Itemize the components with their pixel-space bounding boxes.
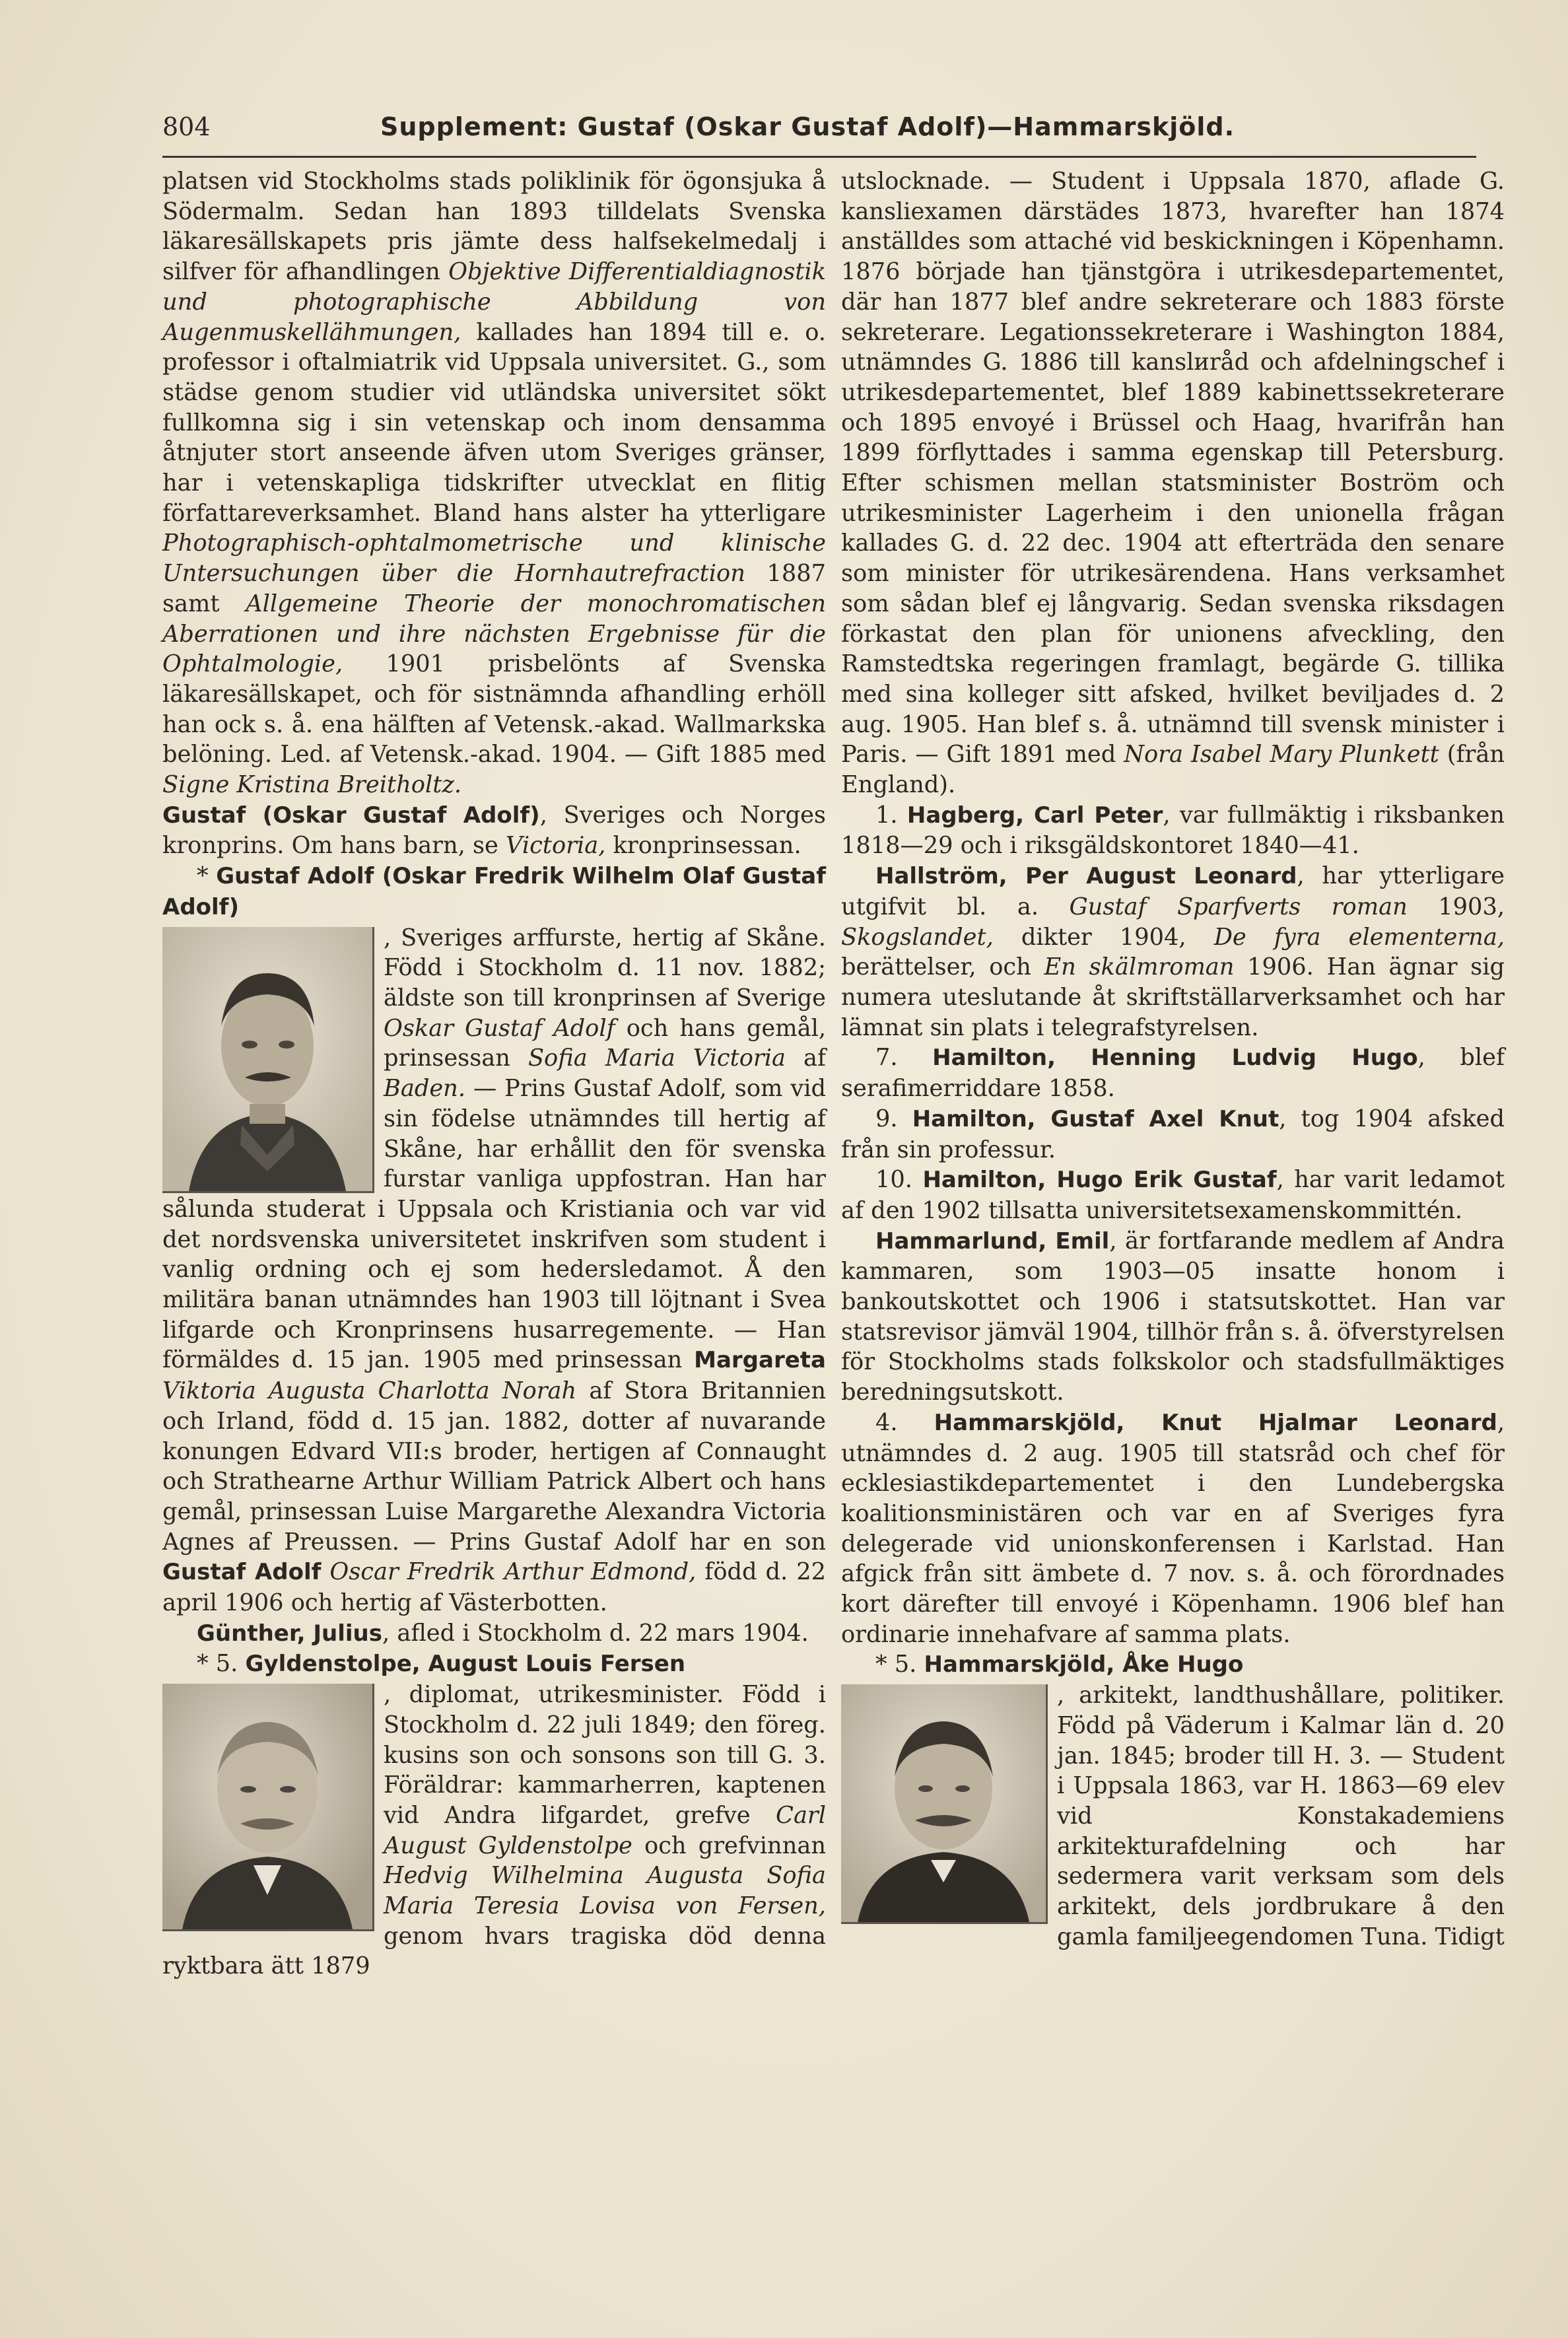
running-head: Supplement: Gustaf (Oskar Gustaf Adolf)—Hammarskjöld.	[380, 112, 1235, 141]
entry-continued: platsen vid Stockholms stads poliklinik för ögonsjuka å Södermalm. Sedan han 1893 tilldelats Svenska läkaresällskapets pris jämte dess halfsekelmedalj i silfver för afhandlingen Objektive Differentialdiagnostik und photographische Abbildung von Augenmuskellähmungen, kallades han 1894 till e. o. professor i oftalmiatrik vid Uppsala universitet. G., som städse genom studier vid utländska universitet sökt fullkomna sig i sin vetenskap och inom densamma åtnjuter stort anseende äfven utom Sveriges gränser, har i vetenskapliga tidskrifter utvecklat en flitig författareverksamhet. Bland hans alster ha ytterligare Photographisch-ophtalmometrische und klinische Untersuchungen über die Hornhautrefraction 1887 samt Allgemeine Theorie der monochromatischen Aberrationen und ihre nächsten Ergebnisse für die Ophtalmologie, 1901 prisbelönts af Svenska läkaresällskapet, och för sistnämnda afhandling erhöll han ock s. å. ena hälften af Vetensk.-akad. Wallmarkska belöning. Led. af Vetensk.-akad. 1904. — Gift 1885 med Signe Kristina Breitholtz.	[162, 168, 826, 799]
headword: Hamilton, Hugo Erik Gustaf	[922, 1167, 1277, 1194]
headword: Gustaf (Oskar Gustaf Adolf)	[162, 802, 540, 829]
entry-hammarskjold-ake: * 5. Hammarskjöld, Åke Hugo	[875, 1651, 1244, 1678]
headword: Gustaf Adolf (Oskar Fredrik Wilhelm Olaf Gustaf Adolf)	[162, 863, 827, 920]
entry-hagberg: 1. Hagberg, Carl Peter, var fullmäktig i riksbanken 1818—29 och i riksgäldskontoret 1840—41.	[841, 801, 1505, 860]
portrait-hammarskjold-ake	[841, 1684, 1048, 1924]
entry-gustaf-adolf-body: , Sveriges arffurste, hertig af Skåne. Född i Stockholm d. 11 nov. 1882; äldste son till kronprinsen af Sverige Oskar Gustaf Adolf och hans gemål, prinsessan Sofia Maria Victoria af Baden. — Prins Gustaf Adolf, som vid sin födelse utnämndes till hertig af Skåne, har erhållit den för svenska furstar vanliga uppfostran. Han har sålunda studerat i Uppsala och Kristiania och var vid det nordsvenska universitetet inskrifven som student i vanlig ordning och ej som hedersledamot. Å den militära banan utnämndes han 1903 till löjtnant i Svea lifgarde och Kronprinsens husarregemente. — Han förmäldes d. 15 jan. 1905 med prinsessan Margareta Viktoria Augusta Charlotta Norah af Stora Britannien och Irland, född d. 15 jan. 1882, dotter af nuvarande konungen Edvard VII:s broder, hertigen af Connaught och Strathearne Arthur William Patrick Albert och hans gemål, prinsessan Luise Margarethe Alexandra Victoria Agnes af Preussen. — Prins Gustaf Adolf har en son Gustaf Adolf Oscar Fredrik Arthur Edmond, född d. 22 april 1906 och hertig af Västerbotten.	[162, 924, 827, 1617]
entry-hamilton-hugo: 10. Hamilton, Hugo Erik Gustaf, har varit ledamot af den 1902 tillsatta universitetsexamenskommittén.	[841, 1166, 1505, 1224]
entry-hamilton-henning: 7. Hamilton, Henning Ludvig Hugo, blef serafimerriddare 1858.	[841, 1044, 1505, 1103]
left-column	[162, 166, 826, 1981]
entry-hamilton-gustaf: 9. Hamilton, Gustaf Axel Knut, tog 1904 afsked från sin professur.	[841, 1105, 1505, 1163]
headword: Hammarskjöld, Åke Hugo	[924, 1651, 1244, 1678]
right-column	[841, 166, 1505, 1952]
headword: Hammarlund, Emil	[875, 1227, 1110, 1255]
entry-gustaf-adolf: * Gustaf Adolf (Oskar Fredrik Wilhelm Olaf Gustaf Adolf)	[162, 862, 827, 920]
entry-hammarlund: Hammarlund, Emil, är fortfarande medlem af Andra kammaren, som 1903—05 insatte honom i bankoutskottet och 1906 i statsutskottet. Han var statsrevisor jämväl 1904, tillhör från s. å. öfverstyrelsen för Stockholms stads folkskolor och stadsfullmäktiges beredningsutskott.	[841, 1227, 1505, 1406]
entry-hammarskjold-knut: 4. Hammarskjöld, Knut Hjalmar Leonard, utnämndes d. 2 aug. 1905 till statsråd och chef för ecklesiastikdepartementet i den Lundebergska koalitionsministären och var en af Sveriges fyra delegerade vid unionskonferensen i Karlstad. Han afgick från sitt ämbete d. 7 nov. s. å. och förordnades kort därefter till envoyé i Köpenhamn. 1906 blef han ordinarie innehafvare af samma plats.	[841, 1408, 1505, 1648]
headword: Hammarskjöld, Knut Hjalmar Leonard	[934, 1409, 1497, 1436]
headword: Hagberg, Carl Peter	[906, 802, 1163, 829]
page-number: 804	[162, 112, 211, 141]
portrait-gyldenstolpe	[162, 1684, 374, 1931]
headword: Günther, Julius	[197, 1620, 382, 1647]
headword: Gyldenstolpe, August Louis Fersen	[245, 1651, 686, 1678]
entry-gyldenstolpe-continued: utslocknade. — Student i Uppsala 1870, aflade G. kansliexamen därstädes 1873, hvarefter han 1874 anställdes som attaché vid beskickningen i Köpenhamn. 1876 började han tjänstgöra i utrikesdepartementet, där han 1877 blef andre sekreterare och 1883 förste sekreterare. Legationssekreterare i Washington 1884, utnämndes G. 1886 till kanslиråd och afdelningschef i utrikesdepartementet, blef 1889 kabinettssekreterare och 1895 envoyé i Brüssel och Haag, hvarifrån han 1899 förflyttades i samma egenskap till Petersburg. Efter schismen mellan statsminister Boström och utrikesminister Lagerheim i den unionella frågan kallades G. d. 22 dec. 1904 att efterträda den senare som minister för utrikesärendena. Hans verksamhet som sådan blef ej långvarig. Sedan svenska riksdagen förkastat den plan för unionens afveckling, den Ramstedtska regeringen framlagt, begärde G. tillika med sina kolleger sitt afsked, hvilket beviljades d. 2 aug. 1905. Han blef s. å. utnämnd till svensk minister i Paris. — Gift 1891 med Nora Isabel Mary Plunkett (från England).	[841, 168, 1505, 799]
entry-gustaf-kronprins: Gustaf (Oskar Gustaf Adolf), Sveriges och Norges kronprins. Om hans barn, se Victoria, kronprinsessan.	[162, 801, 826, 860]
entry-hammarskjold-ake-body: , arkitekt, landthushållare, politiker. Född på Väderum i Kalmar län d. 20 jan. 1845; broder till H. 3. — Student i Uppsala 1863, var H. 1863—69 elev vid Konstakademiens arkitekturafdelning och har sedermera varit verksam som dels arkitekt, dels jordbrukare å den gamla familjeegendomen Tuna. Tidigt	[841, 1680, 1505, 1952]
entry-hallstrom: Hallström, Per August Leonard, har ytterligare utgifvit bl. a. Gustaf Sparfverts roman 1903, Skogslandet, dikter 1904, De fyra elementerna, berättelser, och En skälmroman 1906. Han ägnar sig numera uteslutande åt skriftställarverksamhet och har lämnat sin plats i telegrafstyrelsen.	[841, 862, 1505, 1041]
portrait-gustaf-adolf	[162, 927, 374, 1193]
entry-gunther: Günther, Julius, afled i Stockholm d. 22 mars 1904.	[197, 1619, 809, 1647]
headword: Hallström, Per August Leonard	[875, 863, 1297, 890]
entry-gyldenstolpe-body: , diplomat, utrikesminister. Född i Stockholm d. 22 juli 1849; den föreg. kusins son och sonsons son till G. 3. Föräldrar: kammarherren, kaptenen vid Andra lifgardet, grefve Carl August Gyldenstolpe och grefvinnan Hedvig Wilhelmina Augusta Sofia Maria Teresia Lovisa von Fersen, genom hvars tragiska död denna ryktbara ätt 1879	[162, 1681, 827, 1980]
headword: Hamilton, Gustaf Axel Knut	[912, 1105, 1279, 1132]
page-header	[162, 112, 1476, 152]
entry-gyldenstolpe: * 5. Gyldenstolpe, August Louis Fersen	[197, 1650, 686, 1678]
header-rule	[162, 156, 1476, 158]
headword: Hamilton, Henning Ludvig Hugo	[932, 1045, 1418, 1072]
